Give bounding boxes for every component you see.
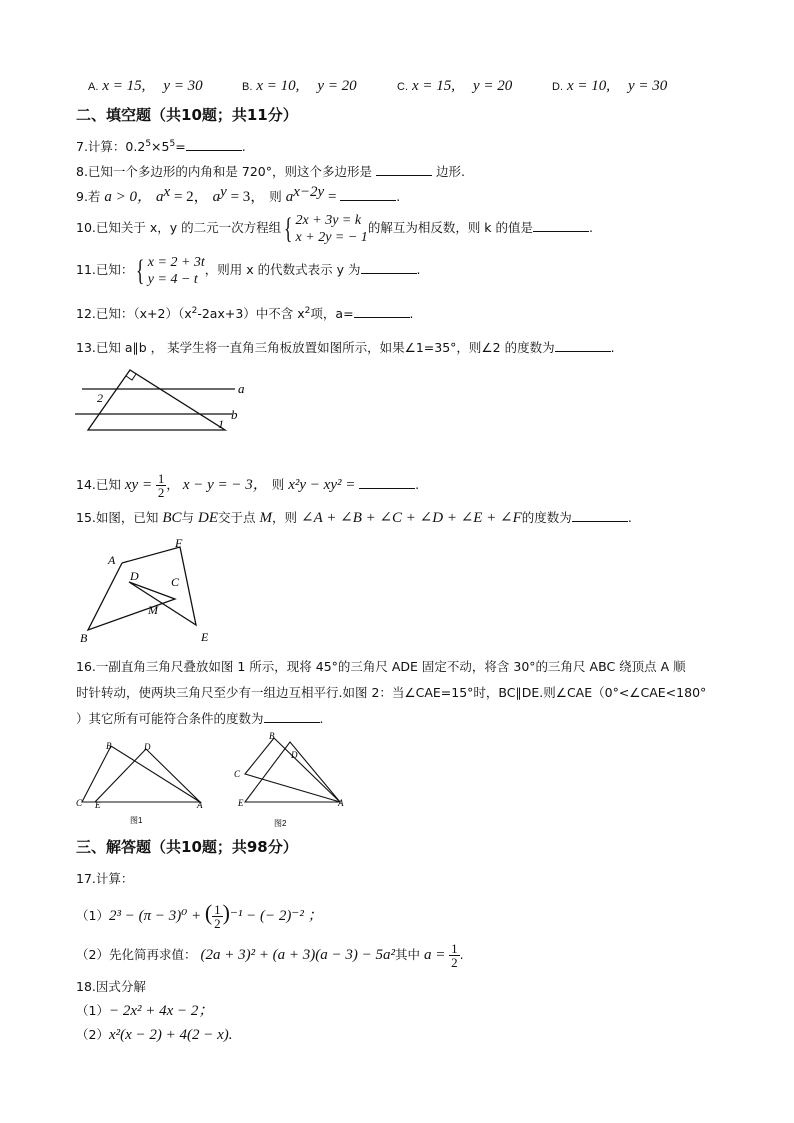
q18-expr: x²(x − 2) + 4(2 − x). <box>108 1027 233 1043</box>
period: . <box>409 306 414 321</box>
q6-option-d <box>552 78 667 95</box>
part-label: （2）先化简再求值： <box>76 947 197 962</box>
q16-figure-1 <box>76 734 210 830</box>
option-y: y = 20 <box>473 78 513 94</box>
period: . <box>610 340 615 355</box>
q9-cond: a > 0， <box>104 189 153 205</box>
question-7 <box>76 138 246 155</box>
option-y: y = 20 <box>317 78 357 94</box>
label-F: F <box>175 536 183 550</box>
q6-option-c <box>397 78 512 95</box>
q11-suffix: ，则用 x 的代数式表示 y 为 <box>204 262 361 277</box>
answer-blank[interactable] <box>376 163 432 176</box>
label-a: a <box>238 381 245 396</box>
period: . <box>589 220 593 235</box>
question-8 <box>76 163 465 180</box>
triangle <box>88 370 225 430</box>
label-B: B <box>106 741 112 751</box>
q12-text-mid: -2ax+3）中不含 x <box>197 306 305 321</box>
part-label: （2） <box>76 1027 109 1042</box>
q17-expr: (2a + 3)² + (a + 3)(a − 3) − 5a² <box>200 947 396 963</box>
label-A: A <box>338 798 344 808</box>
q14-expr: xy = <box>124 477 156 493</box>
fraction-half <box>212 903 223 930</box>
question-16-line-2: 时针转动，使两块三角尺至少有一组边互相平行.如图 2：当∠CAE=15°时，BC∥DE.则∠CAE（0°<∠CAE<180° <box>76 685 707 700</box>
answer-blank[interactable] <box>340 188 396 201</box>
option-label: C. <box>397 81 408 93</box>
q9-exp: x <box>163 183 171 200</box>
figure-lines <box>88 547 196 630</box>
q15-angles: ∠A + ∠B + ∠C + ∠D + ∠E + ∠F <box>301 510 522 526</box>
q10-suffix: 的解互为相反数，则 k 的值是 <box>367 220 533 235</box>
answer-blank[interactable] <box>354 305 410 318</box>
q9-base: a <box>156 189 164 205</box>
q9-val: = 3， <box>226 189 266 205</box>
q18-expr: − 2x² + 4x − 2； <box>108 1003 214 1019</box>
q13-figure <box>70 362 260 440</box>
option-y: y = 30 <box>163 78 203 94</box>
question-18-part-2 <box>76 1027 233 1043</box>
q9-equals: = <box>324 189 341 205</box>
option-label: B. <box>242 81 253 93</box>
q9-base: a <box>212 189 221 205</box>
question-16-line-1: 16.一副直角三角尺叠放如图 1 所示，现将 45°的三角尺 ADE 固定不动，将含 30°的三角尺 ABC 绕顶点 A 顺 <box>76 659 686 674</box>
answer-blank[interactable] <box>572 509 628 522</box>
period: . <box>415 477 420 492</box>
q9-then: 则 <box>269 189 282 204</box>
label-A: A <box>108 553 116 567</box>
brace-symbol: { <box>136 253 145 287</box>
question-12 <box>76 305 414 322</box>
label-D: D <box>291 750 298 760</box>
label-C: C <box>76 798 83 808</box>
q15-word: ，则 <box>272 510 298 525</box>
question-17-part-2 <box>76 938 464 972</box>
equation-system <box>296 212 368 246</box>
period: . <box>627 510 632 525</box>
answer-blank[interactable] <box>555 339 611 352</box>
q7-equals: = <box>175 139 186 154</box>
q15-word: 与 <box>181 510 195 525</box>
q12-suffix: 项，a= <box>310 306 354 321</box>
q15-text: 15.如图，已知 <box>76 510 159 525</box>
label-D: D <box>130 569 139 583</box>
q16-figure-2 <box>230 730 354 830</box>
q15-suffix: 的度数为 <box>521 510 572 525</box>
q17-where: 其中 <box>395 947 421 962</box>
q17-expr: 2³ − (π − 3)⁰ + <box>108 908 205 924</box>
numerator: 1 <box>214 902 221 917</box>
denominator: 2 <box>157 485 165 500</box>
q15-de: DE <box>198 510 219 526</box>
q11-text: 11.已知： <box>76 262 134 277</box>
period: . <box>416 262 421 277</box>
q7-exp: 5 <box>145 138 152 149</box>
period: . <box>241 139 246 154</box>
q6-option-b <box>242 78 357 95</box>
triangle-ade <box>95 749 200 802</box>
label-C: C <box>171 575 180 589</box>
answer-blank[interactable] <box>186 138 242 151</box>
q8-text: 8.已知一个多边形的内角和是 720°，则这个多边形是 <box>76 164 373 179</box>
equation-1: x = 2 + 3t <box>147 254 205 270</box>
question-14 <box>76 468 419 502</box>
q15-word: 交于点 <box>218 510 256 525</box>
question-18-title: 18.因式分解 <box>76 979 146 994</box>
section-heading-fill-in: 二、填空题（共10题；共11分） <box>76 106 298 124</box>
question-17-part-1 <box>76 896 323 930</box>
label-C: C <box>234 769 241 779</box>
label-B: B <box>269 731 275 741</box>
right-angle-mark <box>126 374 136 380</box>
q9-exp: x−2y <box>293 183 325 200</box>
question-11 <box>76 250 420 290</box>
q7-text-mid: ×5 <box>151 139 170 154</box>
denominator: 2 <box>451 955 458 970</box>
equation-system <box>148 254 205 288</box>
option-label: A. <box>88 81 99 93</box>
denominator: 2 <box>214 916 221 931</box>
q15-m: M <box>259 510 273 526</box>
comma: ， <box>166 477 179 492</box>
question-13 <box>76 339 615 356</box>
q15-bc: BC <box>162 510 182 526</box>
q9-val: = 2， <box>170 189 209 205</box>
q7-text: 7.计算：0.2 <box>76 139 146 154</box>
section-heading-answer: 三、解答题（共10题；共98分） <box>76 838 298 856</box>
label-M: M <box>148 603 158 617</box>
label-D: D <box>144 742 151 752</box>
fraction-half <box>449 942 460 969</box>
label-b: b <box>231 407 238 422</box>
answer-blank[interactable] <box>359 476 415 489</box>
period: . <box>396 189 401 204</box>
q16-text: ）其它所有可能符合条件的度数为 <box>76 711 264 726</box>
q13-text: 13.已知 a∥b ， 某学生将一直角三角板放置如图所示，如果∠1=35°，则∠2 的度数为 <box>76 340 555 355</box>
question-15 <box>76 509 632 526</box>
answer-blank[interactable] <box>264 710 320 723</box>
q7-exp: 5 <box>169 138 176 149</box>
q8-suffix: 边形. <box>435 164 465 179</box>
q9-base: a <box>285 189 294 205</box>
label-A: A <box>197 800 203 810</box>
equation-1: 2x + 3y = k <box>295 212 362 228</box>
answer-blank[interactable] <box>361 261 417 274</box>
brace-symbol: { <box>284 211 293 245</box>
numerator: 1 <box>451 941 458 956</box>
label-E: E <box>201 630 209 644</box>
q12-exp: 2 <box>304 305 311 316</box>
question-16-line-3 <box>76 710 324 727</box>
q9-text: 9.若 <box>76 189 101 204</box>
q9-exp: y <box>220 183 227 200</box>
q12-exp: 2 <box>191 305 198 316</box>
q14-text: 14.已知 <box>76 477 121 492</box>
option-x: x = 15, <box>102 78 146 94</box>
q14-expr2: x − y = − 3， <box>182 477 268 493</box>
answer-blank[interactable] <box>533 219 589 232</box>
period: . <box>319 711 324 726</box>
paren-close: ) <box>222 900 230 925</box>
option-label: D. <box>552 81 563 93</box>
equation-2: y = 4 − t <box>147 271 198 287</box>
caption-fig2: 图2 <box>274 819 287 828</box>
label-angle-2: 2 <box>97 391 103 405</box>
triangle-abc <box>245 738 340 802</box>
option-x: x = 10, <box>566 78 611 94</box>
question-10 <box>76 208 593 248</box>
label-E: E <box>238 798 244 808</box>
period: . <box>459 947 464 962</box>
fraction-half <box>156 472 167 499</box>
q17-expr-tail: ⁻¹ − (− 2)⁻² ； <box>230 908 323 924</box>
q12-text: 12.已知：（x+2）（x <box>76 306 192 321</box>
question-18-part-1 <box>76 1003 213 1019</box>
option-x: x = 10, <box>256 78 300 94</box>
numerator: 1 <box>157 471 165 486</box>
q17-a: a = <box>424 947 450 963</box>
question-17-title: 17.计算： <box>76 871 134 886</box>
q15-figure <box>76 536 216 646</box>
q14-then: 则 <box>271 477 285 492</box>
q10-text: 10.已知关于 x，y 的二元一次方程组 <box>76 220 282 235</box>
label-angle-1: 1 <box>218 417 224 431</box>
q6-option-a <box>88 78 203 95</box>
equation-2: x + 2y = − 1 <box>295 229 368 245</box>
label-E: E <box>95 800 101 810</box>
question-9 <box>76 183 401 205</box>
part-label: （1） <box>76 1003 109 1018</box>
label-B: B <box>80 631 88 645</box>
q14-target: x²y − xy² = <box>288 477 360 493</box>
caption-fig1: 图1 <box>130 816 143 825</box>
part-label: （1） <box>76 908 109 923</box>
option-x: x = 15, <box>411 78 456 94</box>
paren-open: ( <box>204 900 213 925</box>
option-y: y = 30 <box>628 78 668 94</box>
